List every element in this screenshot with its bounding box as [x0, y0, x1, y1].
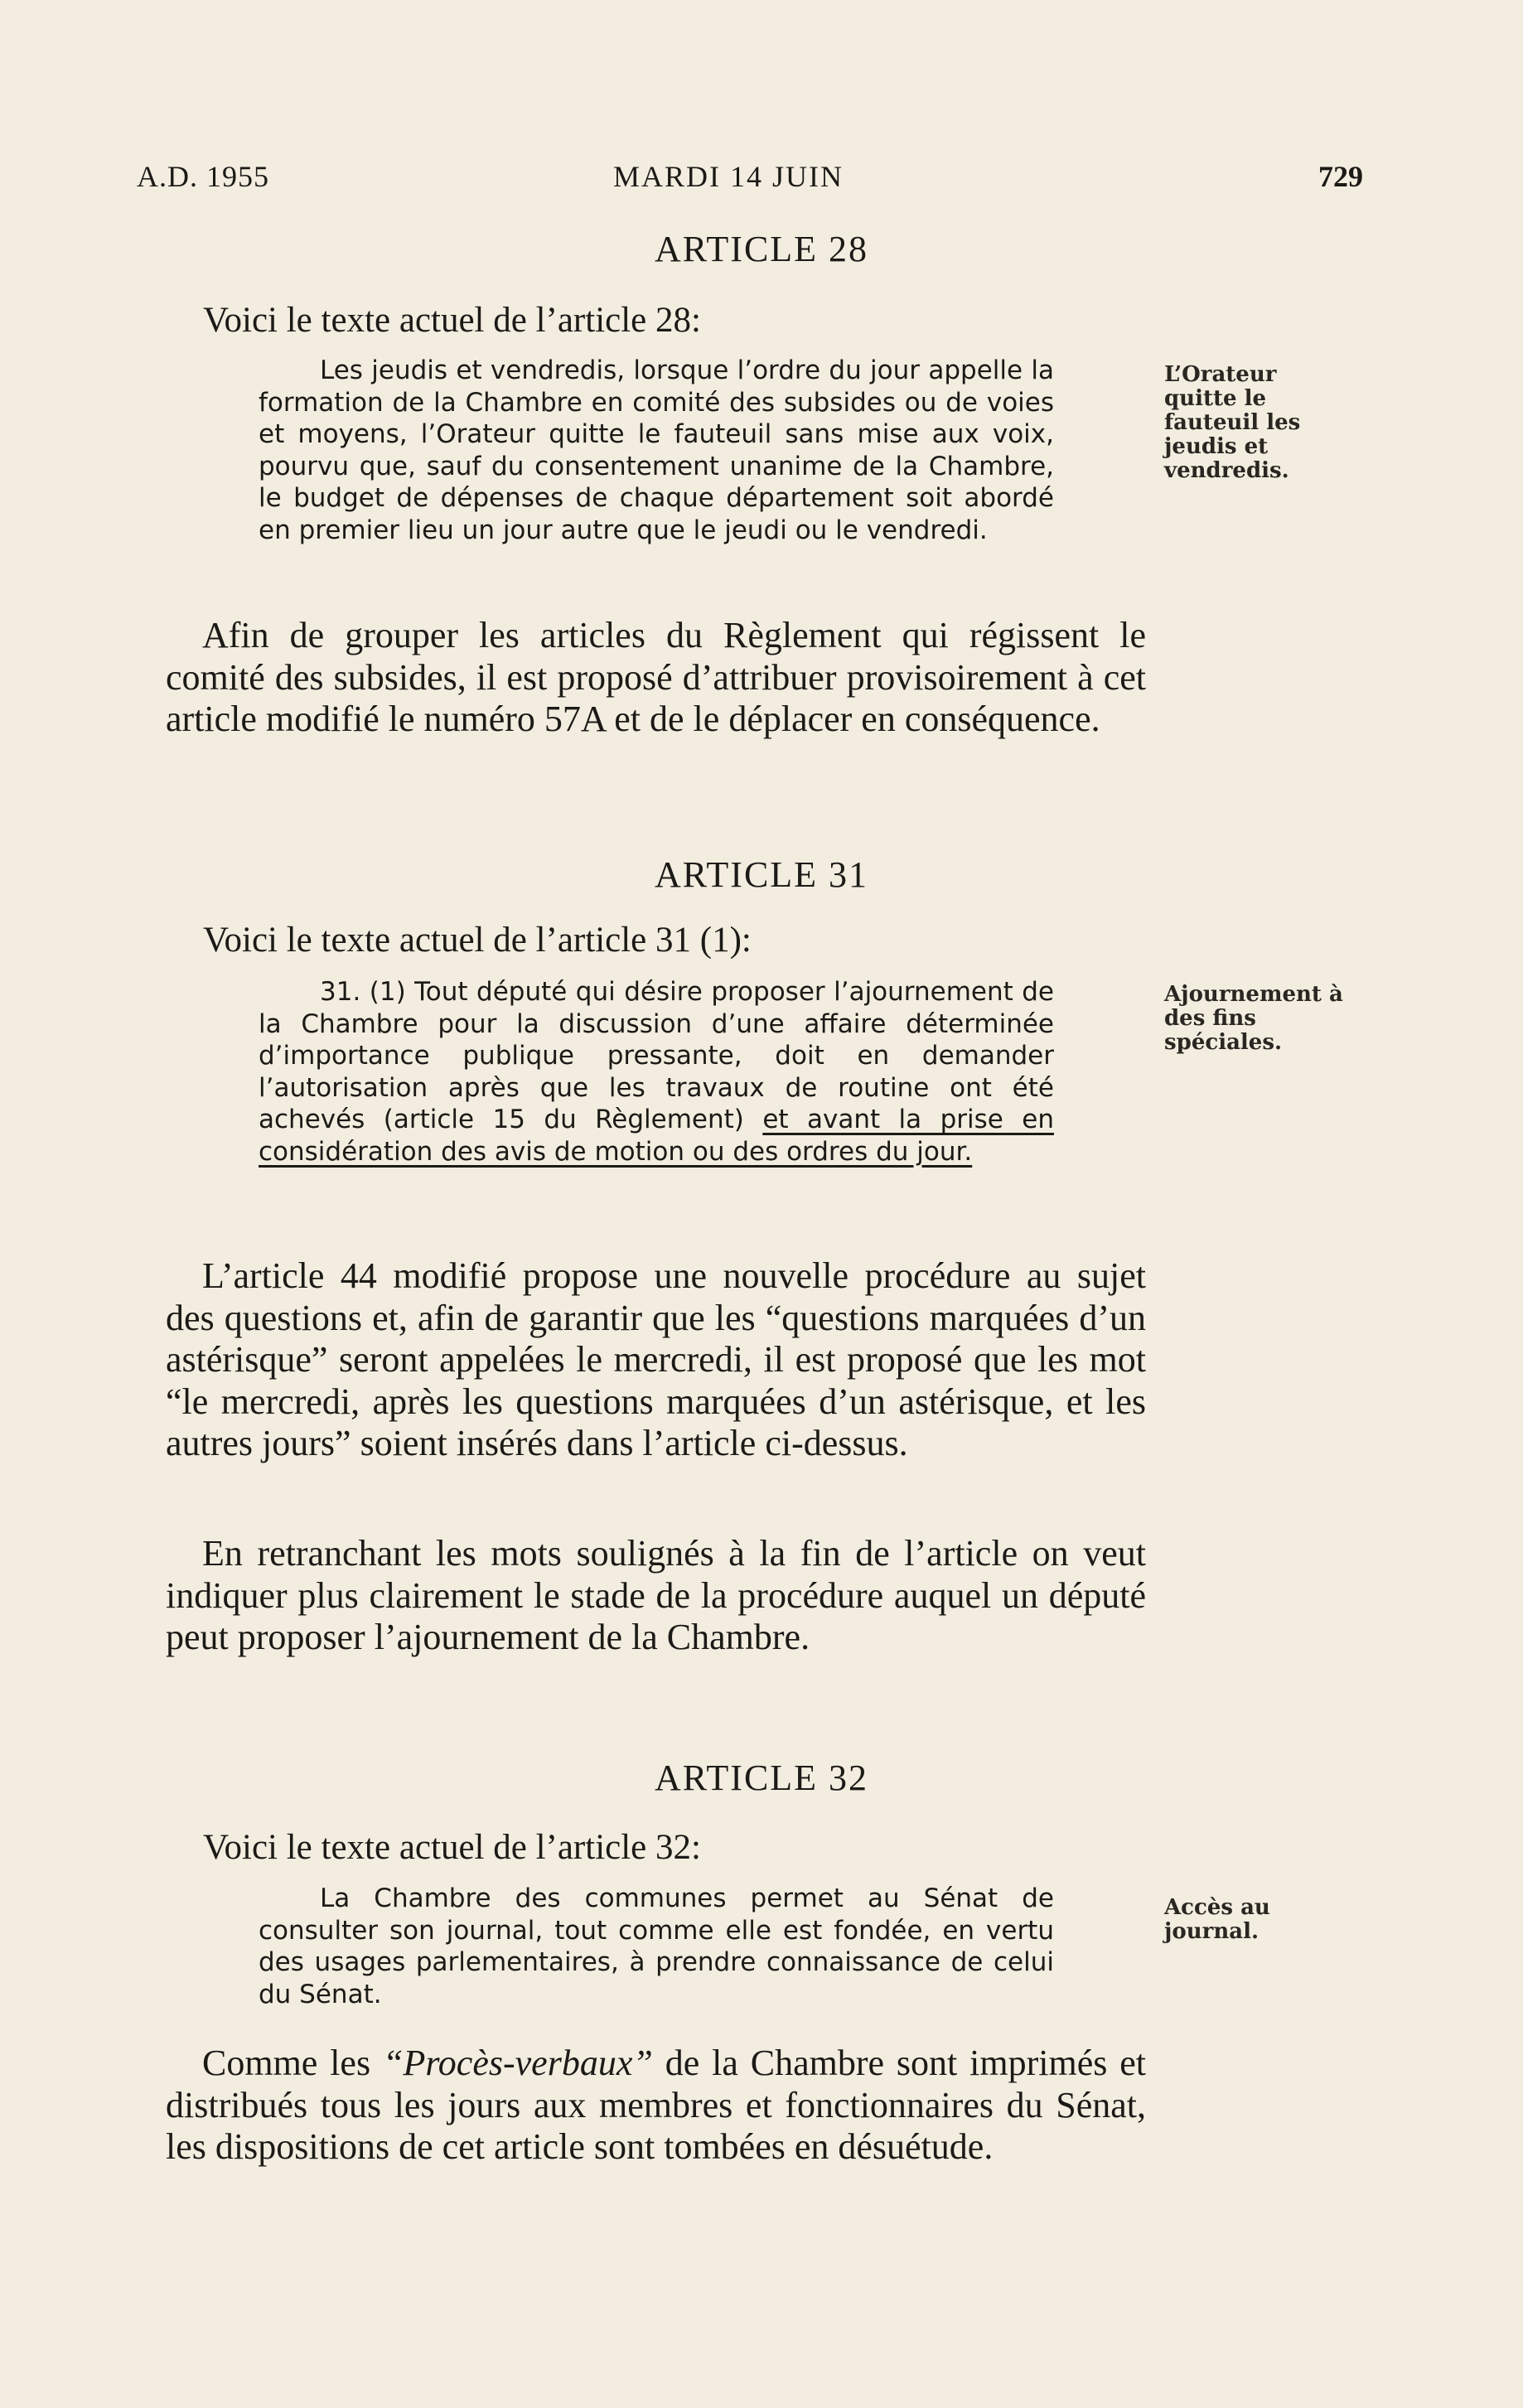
article-31-heading: ARTICLE 31: [654, 854, 869, 895]
article-28-intro: Voici le texte actuel de l’article 28:: [203, 301, 701, 340]
article-31-underlined-text: et avant la prise en considération des avis de motion ou des ordres du jour.: [259, 1105, 1054, 1167]
article-32-quote: [259, 1883, 1054, 2010]
article-31-quote: [259, 976, 1054, 1168]
article-31-commentary-paragraph-2: En retranchant les mots soulignés à la fin de l’article on veut indiquer plus clairement le stade de la procédure auquel un député peut proposer l’ajournement de la Chambre.: [166, 1533, 1146, 1657]
page-header: [137, 159, 1363, 201]
article-31-commentary-paragraph-1: L’article 44 modifié propose une nouvelle procédure au sujet des questions et, afin de garantir que les “questions marquées d’un astérisque” seront appelées le mercredi, il est proposé que les mot “le mercredi, après les questions marquées d’un astérisque, et les autres jours” soient insérés dans l’article ci-dessus.: [166, 1255, 1146, 1463]
article-31-commentary-2: [166, 1533, 1146, 1659]
article-31-intro: Voici le texte actuel de l’article 31 (1):: [203, 921, 752, 960]
article-32-commentary-post: de la Chambre sont imprimés et distribués tous les jours aux membres et fonctionnaires du Sénat, les dispositions de cet article sont tombées en désuétude.: [166, 2043, 1146, 2167]
article-28-commentary: [166, 615, 1146, 741]
article-32-intro: Voici le texte actuel de l’article 32:: [203, 1828, 701, 1867]
article-31-commentary-1: [166, 1255, 1146, 1465]
article-31-margin-note: Ajournement à des fins spéciales.: [1164, 982, 1343, 1055]
article-28-margin-note: L’Orateur quitte le fauteuil les jeudis et vendredis.: [1164, 362, 1301, 483]
header-date: MARDI 14 JUIN: [613, 160, 844, 193]
article-28-quote: [259, 355, 1054, 546]
article-32-margin-note: Accès au journal.: [1164, 1895, 1270, 1944]
article-32-commentary-paragraph: [166, 2043, 1146, 2169]
article-32-heading: ARTICLE 32: [654, 1758, 869, 1798]
article-32-commentary-pre: Comme les: [202, 2043, 383, 2083]
article-28-quote-text: Les jeudis et vendredis, lorsque l’ordre du jour appelle la formation de la Chambre en comité des subsides ou de voies et moyens, l’Orateur quitte le fauteuil sans mise aux voix, pourvu que, sauf du consentement unanime de la Chambre, le budget de dépenses de chaque département soit abordé en premier lieu un jour autre que le jeudi ou le vendredi.: [259, 355, 1054, 545]
article-31-quote-body: [259, 976, 1054, 1168]
page-number: 729: [1318, 160, 1363, 193]
article-32-commentary: [166, 2043, 1146, 2169]
article-32-commentary-italic: “Procès-verbaux”: [382, 2043, 653, 2083]
article-32-quote-text: La Chambre des communes permet au Sénat de consulter son journal, tout comme elle est fondée, en vertu des usages parlementaires, à prendre connaissance de celui du Sénat.: [259, 1883, 1054, 2009]
article-31-quote-text: 31. (1) Tout député qui désire proposer l’ajournement de la Chambre pour la discussion d’une affaire déterminée d’importance publique pressante, doit en demander l’autorisation après que les travaux de routine ont été achevés (article 15 du Règlement): [259, 977, 1054, 1134]
header-year: A.D. 1955: [137, 160, 269, 193]
article-28-heading: ARTICLE 28: [654, 229, 869, 269]
article-28-commentary-paragraph: Afin de grouper les articles du Règlement qui régissent le comité des subsides, il est proposé d’attribuer provisoirement à cet article modifié le numéro 57A et de le déplacer en conséquence.: [166, 615, 1146, 739]
